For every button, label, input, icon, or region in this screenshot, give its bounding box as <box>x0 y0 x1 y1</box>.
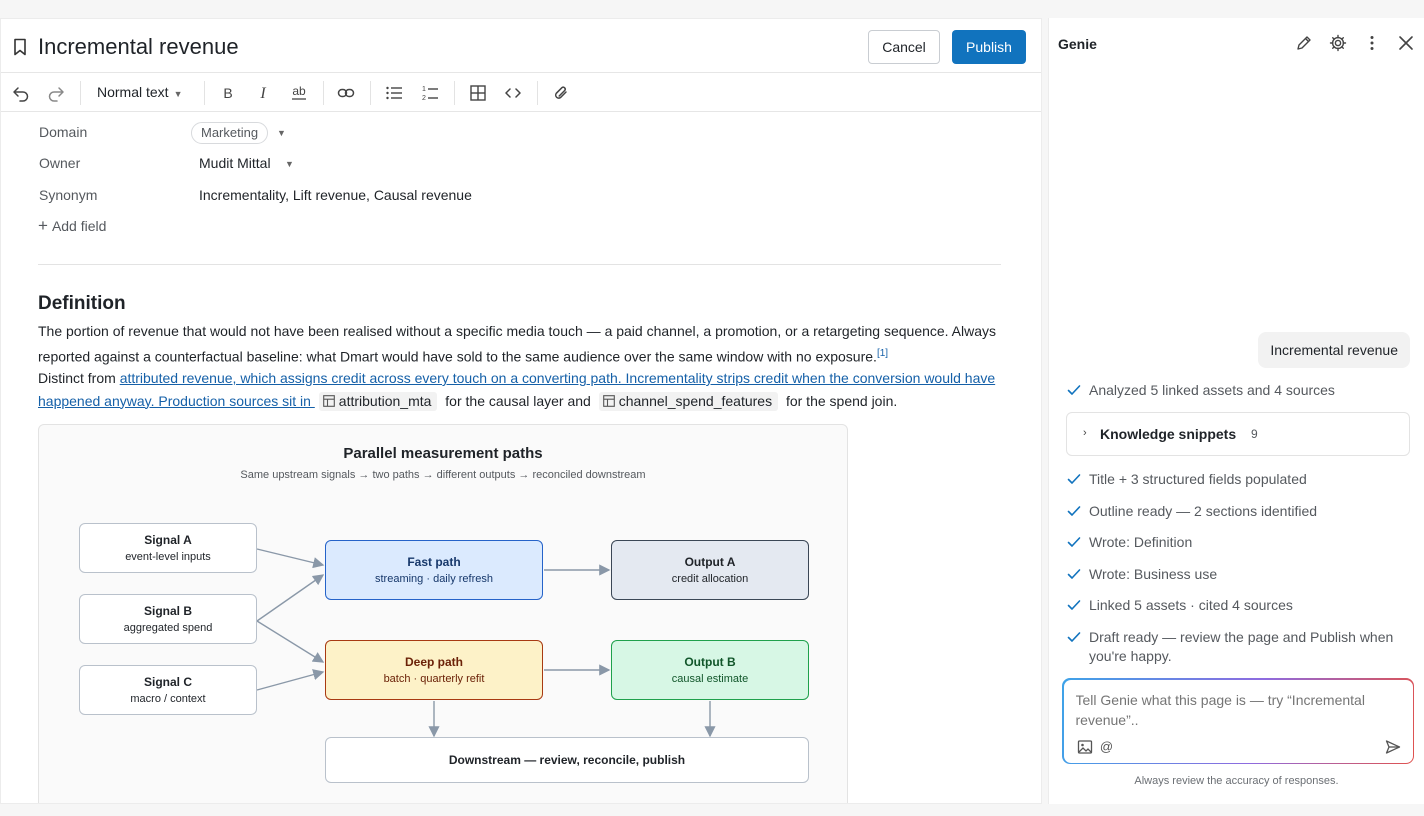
fast-path-node[interactable] <box>325 540 543 600</box>
toolbar-separator <box>204 81 205 105</box>
edge-c-deep <box>257 672 323 690</box>
editor-panel <box>0 18 1042 804</box>
edge-b-fast <box>257 575 323 621</box>
chevron-down-icon[interactable]: ▼ <box>285 159 294 169</box>
node-title: Fast path <box>407 555 461 569</box>
check-icon <box>1067 504 1081 518</box>
diagram-title: Parallel measurement paths <box>343 445 543 462</box>
signal-a-node[interactable] <box>79 523 257 573</box>
user-message-bubble: Incremental revenue <box>1258 332 1410 368</box>
italic-icon[interactable] <box>252 82 274 104</box>
table-icon[interactable] <box>467 82 489 104</box>
bold-icon[interactable] <box>217 82 239 104</box>
add-field-label: Add field <box>51 218 107 234</box>
signal-c-node[interactable] <box>79 665 257 715</box>
signal-b-node[interactable] <box>79 594 257 644</box>
progress-step: Outline ready — 2 sections identified <box>1067 502 1412 521</box>
node-title: Signal A <box>144 533 192 547</box>
snippets-count: 9 <box>1251 427 1258 441</box>
gear-icon[interactable] <box>1328 33 1348 53</box>
domain-label: Domain <box>39 124 88 140</box>
progress-step: Wrote: Business use <box>1067 565 1412 584</box>
definition-paragraph: The portion of revenue that would not have been realised without a specific media touch — a paid channel, a promotion, or a retargeting sequence. Always reported against a counterfactual baseline: what Dmart would have sold to the same audience over the same window with no exposure.[1] <box>38 323 997 365</box>
svg-text:2: 2 <box>422 95 426 102</box>
text-style-dropdown[interactable]: Normal text ▼ <box>97 84 183 100</box>
undo-icon[interactable] <box>10 82 32 104</box>
add-field-button[interactable] <box>38 216 106 236</box>
node-title: Downstream — review, reconcile, publish <box>448 753 686 767</box>
distinct-paragraph: Distinct from attributed revenue, which assigns credit across every touch on a converting path. Incrementality strips credit when the conversion would have happened anyway. Production sources sit in attribution_mta for the causal layer and channel_spend_features for the spend join. <box>38 370 996 409</box>
chevron-down-icon[interactable]: ▼ <box>277 128 286 138</box>
node-title: Deep path <box>404 655 463 669</box>
genie-prompt-input[interactable] <box>1076 690 1396 732</box>
chevron-down-icon: ▼ <box>173 89 183 99</box>
downstream-node[interactable] <box>325 737 809 783</box>
edge-b-deep <box>257 621 323 662</box>
measurement-diagram <box>38 424 848 804</box>
owner-label: Owner <box>39 155 81 171</box>
formatting-toolbar <box>1 72 1041 112</box>
check-icon <box>1067 598 1081 612</box>
numbered-list-icon[interactable] <box>419 82 441 104</box>
page-title[interactable]: Incremental revenue <box>38 34 239 59</box>
toolbar-separator <box>80 81 81 105</box>
toolbar-separator <box>454 81 455 105</box>
toolbar-separator <box>370 81 371 105</box>
edit-icon[interactable] <box>1294 33 1314 53</box>
mention-icon[interactable]: @ <box>1099 739 1114 754</box>
close-icon[interactable] <box>1396 33 1416 53</box>
check-icon <box>1067 472 1081 486</box>
synonym-value[interactable]: Incrementality, Lift revenue, Causal revenue <box>199 187 472 203</box>
output-b-node[interactable] <box>611 640 809 700</box>
toolbar-separator <box>537 81 538 105</box>
bookmark-icon[interactable] <box>13 38 27 56</box>
node-subtitle: batch · quarterly refit <box>383 673 485 685</box>
svg-text:B: B <box>223 85 233 101</box>
check-icon <box>1067 630 1081 644</box>
snippets-label: Knowledge snippets <box>1100 426 1237 442</box>
bullet-list-icon[interactable] <box>383 82 405 104</box>
node-title: Output A <box>684 555 736 569</box>
cancel-button[interactable]: Cancel <box>868 30 940 64</box>
genie-composer <box>1062 678 1414 764</box>
progress-step: Draft ready — review the page and Publish when you're happy. <box>1067 628 1412 666</box>
progress-step: Wrote: Definition <box>1067 533 1412 552</box>
progress-step: Analyzed 5 linked assets and 4 sources <box>1067 381 1412 400</box>
chevron-right-icon: › <box>1083 427 1087 439</box>
output-a-node[interactable] <box>611 540 809 600</box>
plus-icon: + <box>38 216 48 235</box>
send-icon[interactable] <box>1384 738 1402 756</box>
divider <box>38 264 1001 265</box>
toolbar-separator <box>323 81 324 105</box>
node-subtitle: streaming · daily refresh <box>375 573 493 585</box>
image-icon[interactable] <box>1076 738 1094 756</box>
attachment-icon[interactable] <box>550 82 572 104</box>
check-icon <box>1067 383 1081 397</box>
code-icon[interactable] <box>502 82 524 104</box>
owner-value[interactable]: Mudit Mittal <box>199 155 271 171</box>
citation-link[interactable]: [1] <box>876 347 889 359</box>
node-subtitle: macro / context <box>130 693 206 705</box>
node-title: Signal C <box>143 675 192 689</box>
node-subtitle: causal estimate <box>671 673 749 685</box>
synonym-label: Synonym <box>39 187 98 203</box>
svg-text:I: I <box>260 85 266 102</box>
node-subtitle: event-level inputs <box>125 551 211 563</box>
progress-step: Title + 3 structured fields populated <box>1067 470 1412 489</box>
definition-heading: Definition <box>38 293 126 314</box>
knowledge-snippets-toggle[interactable] <box>1066 412 1410 456</box>
table-icon <box>323 395 335 407</box>
genie-panel <box>1048 18 1424 804</box>
svg-text:ab: ab <box>292 84 306 98</box>
table-chip-attribution[interactable]: attribution_mta <box>319 392 438 411</box>
genie-title: Genie <box>1058 36 1097 52</box>
link-icon[interactable] <box>335 82 357 104</box>
check-icon <box>1067 567 1081 581</box>
node-subtitle: credit allocation <box>671 573 749 585</box>
domain-chip[interactable]: Marketing <box>191 122 268 144</box>
more-options-icon[interactable] <box>1362 33 1382 53</box>
check-icon <box>1067 535 1081 549</box>
edge-a-fast <box>257 549 323 565</box>
node-title: Output B <box>684 655 736 669</box>
node-title: Signal B <box>143 604 192 618</box>
table-chip-spend[interactable]: channel_spend_features <box>599 392 778 411</box>
strikethrough-icon[interactable] <box>288 82 310 104</box>
attributed-revenue-link[interactable]: attributed revenue, which assigns credit across every touch on a converting path. Incrementality strips credit when the conversion would have happened anyway. Production sources sit in <box>38 370 996 409</box>
disclaimer-text: Always review the accuracy of responses. <box>1134 775 1339 787</box>
svg-text:1: 1 <box>422 86 426 93</box>
table-icon <box>603 395 615 407</box>
redo-icon[interactable] <box>45 82 67 104</box>
diagram-subtitle: Same upstream signals → two paths → different outputs → reconciled downstream <box>240 469 646 481</box>
node-subtitle: aggregated spend <box>123 622 213 634</box>
deep-path-node[interactable] <box>325 640 543 700</box>
editor-header <box>1 19 1041 72</box>
progress-step: Linked 5 assets · cited 4 sources <box>1067 596 1412 615</box>
publish-button[interactable]: Publish <box>952 30 1026 64</box>
